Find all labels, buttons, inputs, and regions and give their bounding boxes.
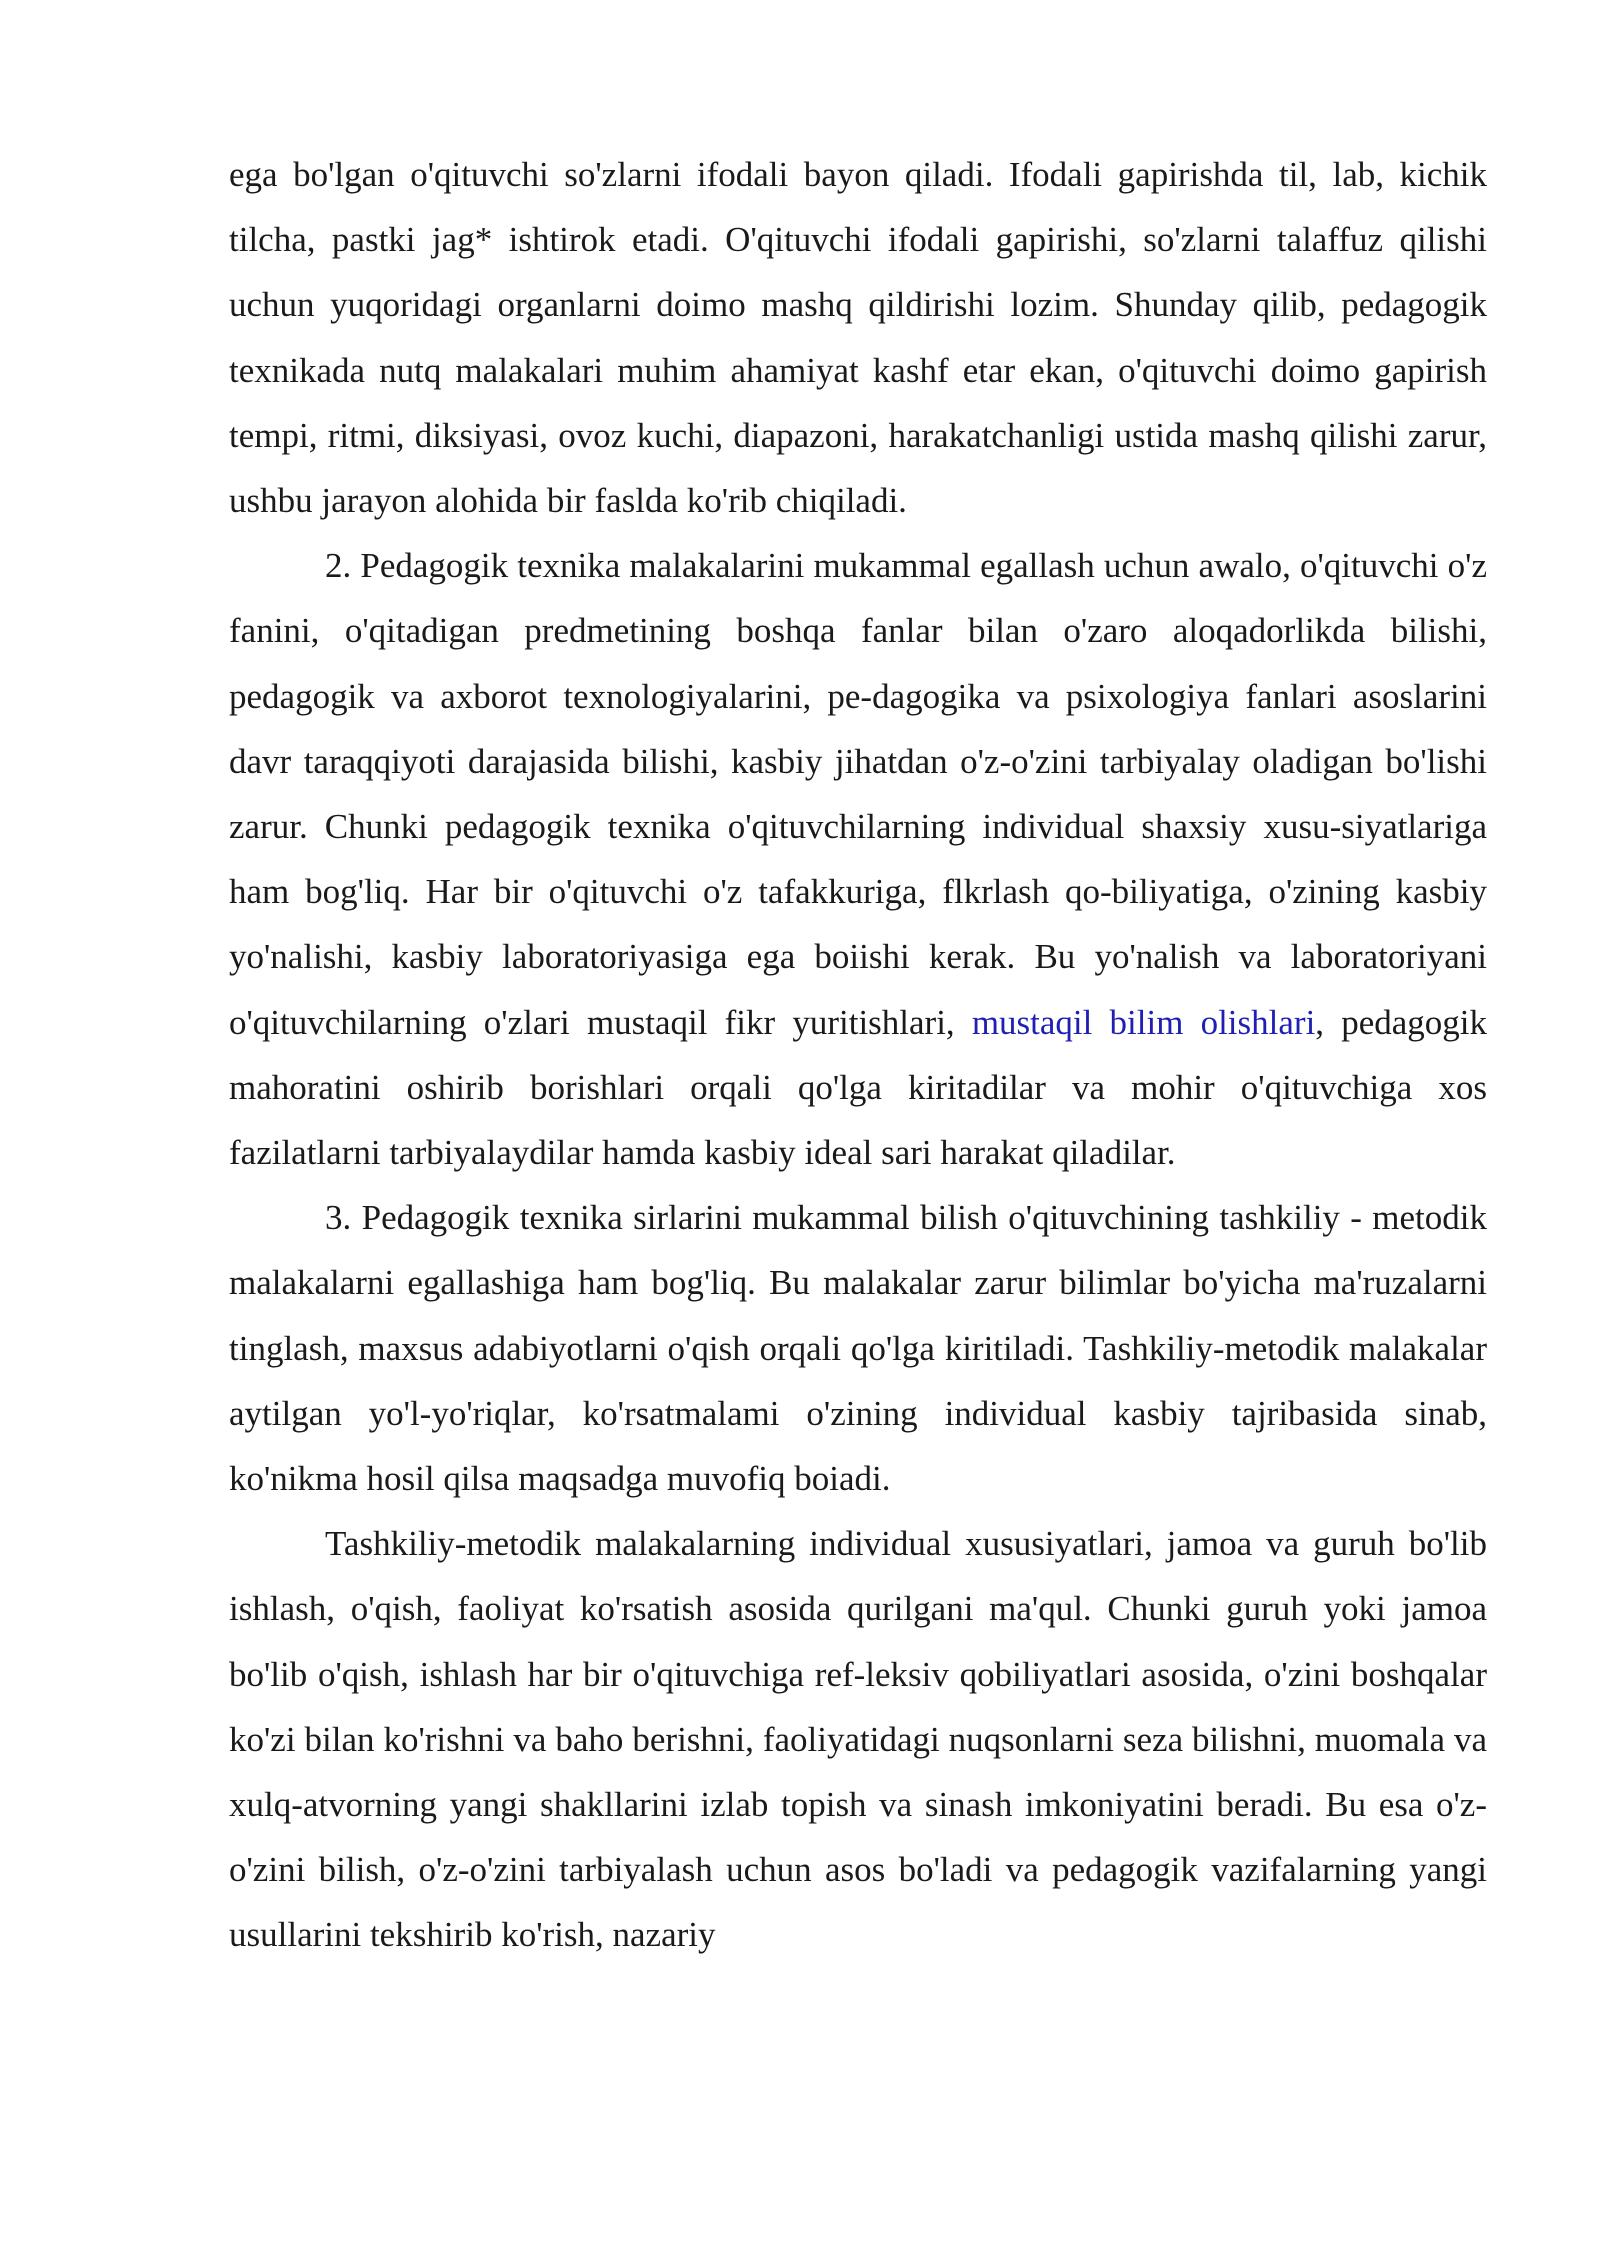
paragraph-2-text-end: , pedagogik mahoratini oshirib borishlari orqali qo'lga kiritadilar va mohir o'qituvchiga xos fazilatlarni tarbiyalaydilar hamda kasbiy ideal sari harakat qiladilar. [229,1002,1487,1173]
mustaqil-bilim-link[interactable]: mustaqil bilim olishlari [971,1002,1316,1042]
paragraph-2-text-start: 2. Pedagogik texnika malakalarini mukammal egallash uchun awalo, o'qituvchi o'z fanini, o'qitadigan predmetining boshqa fanlar bilan o'zaro aloqadorlikda bilishi, pedagogik va axborot texnologiyalarini, pe-dagogika va psixologiya fanlari asoslarini davr taraqqiyoti darajasida bilishi, kasbiy jihatdan o'z-o'zini tarbiyalay oladigan bo'lishi zarur. Chunki pedagogik texnika o'qituvchilarning individual shaxsiy xusu-siyatlariga ham bog'liq. Har bir o'qituvchi o'z tafakkuriga, flkrlash qo-biliyatiga, o'zining kasbiy yo'nalishi, kasbiy laboratoriyasiga ega boiishi kerak. Bu yo'nalish va laboratoriyani o'qituvchilarning o'zlari mustaqil fikr yuritishlari, [229,546,1487,1042]
paragraph-3: 3. Pedagogik texnika sirlarini mukammal bilish o'qituvchining tashkiliy - metodik malakalarni egallashiga ham bog'liq. Bu malakalar zarur bilimlar bo'yicha ma'ruzalarni tinglash, maxsus adabiyotlarni o'qish orqali qo'lga kiritiladi. Tashkiliy-metodik malakalar aytilgan yo'l-yo'riqlar, ko'rsatmalami o'zining individual kasbiy tajribasida sinab, ko'nikma hosil qilsa maqsadga muvofiq boiadi. [229,1198,1487,1499]
paragraph-2 [229,533,1487,1185]
paragraph-4: Tashkiliy-metodik malakalarning individual xususiyatlari, jamoa va guruh bo'lib ishlash, o'qish, faoliyat ko'rsatish asosida qurilgani ma'qul. Chunki guruh yoki jamoa bo'lib o'qish, ishlash har bir o'qituvchiga ref-leksiv qobiliyatlari asosida, o'zini boshqalar ko'zi bilan ko'rishni va baho berishni, faoliyatidagi nuqsonlarni seza bilishni, muomala va xulq-atvorning yangi shakllarini izlab topish va sinash imkoniyatini beradi. Bu esa o'z-o'zini bilish, o'z-o'zini tarbiyalash uchun asos bo'ladi va pedagogik vazifalarning yangi usullarini tekshirib ko'rish, nazariy [229,1524,1487,1955]
document-body [229,142,1487,1968]
paragraph-1: ega bo'lgan o'qituvchi so'zlarni ifodali bayon qiladi. Ifodali gapirishda til, lab, kichik tilcha, pastki jag* ishtirok etadi. O'qituvchi ifodali gapirishi, so'zlarni talaffuz qilishi uchun yuqoridagi organlarni doimo mashq qildirishi lozim. Shunday qilib, pedagogik texnikada nutq malakalari muhim ahamiyat kashf etar ekan, o'qituvchi doimo gapirish tempi, ritmi, diksiyasi, ovoz kuchi, diapazoni, harakatchanligi ustida mashq qilishi zarur, ushbu jarayon alohida bir faslda ko'rib chiqiladi. [229,155,1487,521]
